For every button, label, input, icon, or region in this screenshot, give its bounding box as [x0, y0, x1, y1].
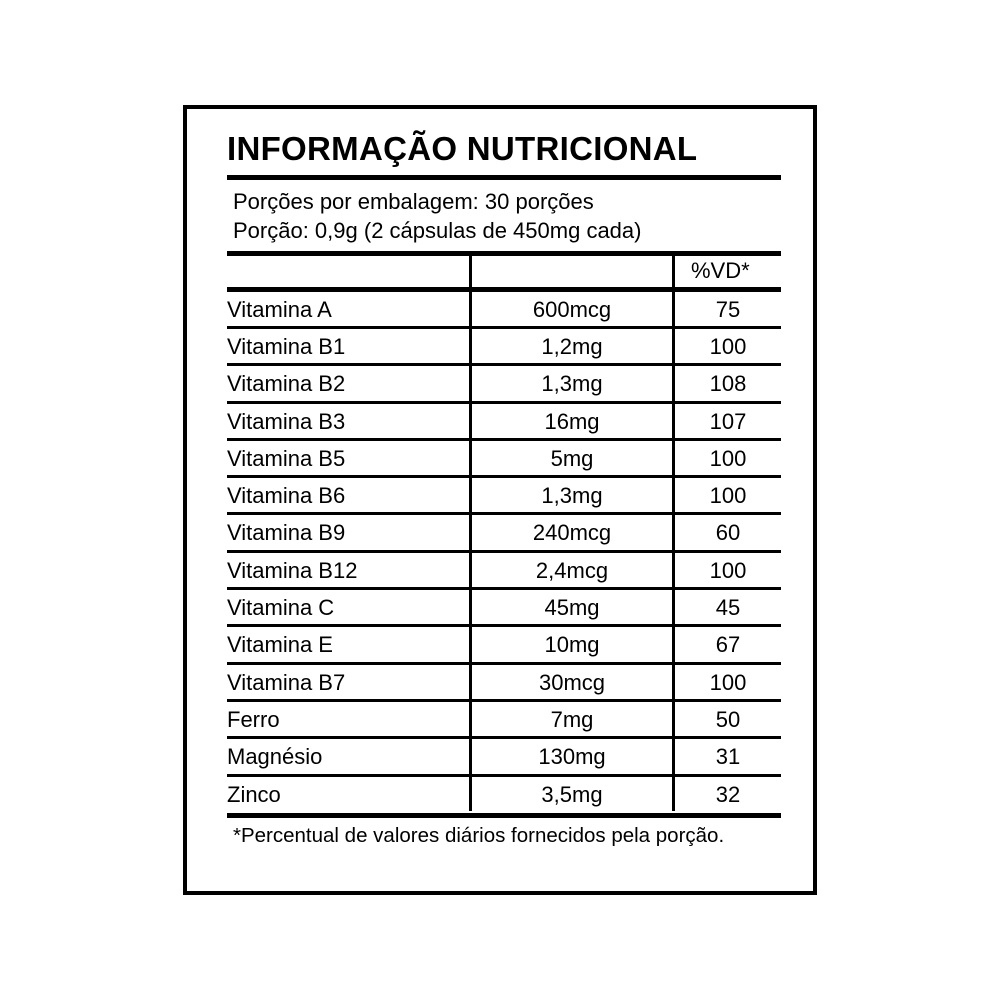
cell-nutrient: Vitamina B9: [227, 514, 471, 551]
table-row: [227, 477, 781, 514]
cell-daily-value: 100: [674, 327, 782, 364]
table-row: [227, 551, 781, 588]
cell-nutrient: Magnésio: [227, 738, 471, 775]
nutrition-label-content: [227, 131, 781, 848]
cell-amount: 16mg: [471, 402, 674, 439]
nutrition-table: [227, 256, 781, 810]
table-row: [227, 663, 781, 700]
cell-amount: 130mg: [471, 738, 674, 775]
cell-nutrient: Vitamina B2: [227, 365, 471, 402]
cell-nutrient: Zinco: [227, 775, 471, 811]
footnote: *Percentual de valores diários fornecidos pela porção.: [233, 823, 725, 847]
cell-amount: 1,3mg: [471, 477, 674, 514]
cell-nutrient: Vitamina E: [227, 626, 471, 663]
serving-size: Porção: 0,9g (2 cápsulas de 450mg cada): [233, 218, 642, 244]
serving-info: [227, 180, 781, 251]
table-header-row: [227, 256, 781, 289]
cell-daily-value: 100: [674, 439, 782, 476]
nutrition-label-panel: [183, 105, 817, 895]
cell-amount: 2,4mcg: [471, 551, 674, 588]
cell-daily-value: 100: [674, 663, 782, 700]
table-row: [227, 775, 781, 811]
cell-daily-value: 67: [674, 626, 782, 663]
cell-daily-value: 75: [674, 289, 782, 327]
cell-nutrient: Ferro: [227, 700, 471, 737]
table-row: [227, 700, 781, 737]
cell-amount: 3,5mg: [471, 775, 674, 811]
table-row: [227, 327, 781, 364]
cell-nutrient: Vitamina C: [227, 589, 471, 626]
cell-amount: 45mg: [471, 589, 674, 626]
cell-nutrient: Vitamina A: [227, 289, 471, 327]
column-header-amount: [471, 256, 674, 289]
table-row: [227, 514, 781, 551]
cell-daily-value: 107: [674, 402, 782, 439]
table-row: [227, 589, 781, 626]
table-row: [227, 289, 781, 327]
table-row: [227, 439, 781, 476]
cell-amount: 10mg: [471, 626, 674, 663]
cell-daily-value: 45: [674, 589, 782, 626]
cell-daily-value: 60: [674, 514, 782, 551]
cell-amount: 7mg: [471, 700, 674, 737]
cell-daily-value: 100: [674, 551, 782, 588]
cell-nutrient: Vitamina B7: [227, 663, 471, 700]
cell-amount: 600mcg: [471, 289, 674, 327]
cell-amount: 5mg: [471, 439, 674, 476]
column-header-nutrient: [227, 256, 471, 289]
cell-daily-value: 108: [674, 365, 782, 402]
cell-amount: 1,2mg: [471, 327, 674, 364]
cell-amount: 240mcg: [471, 514, 674, 551]
table-row: [227, 402, 781, 439]
cell-daily-value: 100: [674, 477, 782, 514]
cell-daily-value: 32: [715, 781, 741, 807]
cell-nutrient: Vitamina B5: [227, 439, 471, 476]
cell-daily-value: 50: [674, 700, 782, 737]
column-header-daily-value: %VD*: [674, 256, 782, 289]
table-row: [227, 365, 781, 402]
page-title: INFORMAÇÃO NUTRICIONAL: [227, 130, 698, 167]
servings-per-package: Porções por embalagem: 30 porções: [233, 189, 594, 215]
cell-amount: 1,3mg: [471, 365, 674, 402]
cell-nutrient: Vitamina B1: [227, 327, 471, 364]
table-row: [227, 738, 781, 775]
cell-nutrient: Vitamina B3: [227, 402, 471, 439]
table-row: [227, 626, 781, 663]
cell-daily-value: 31: [674, 738, 782, 775]
cell-nutrient: Vitamina B6: [227, 477, 471, 514]
cell-nutrient: Vitamina B12: [227, 551, 471, 588]
cell-amount: 30mcg: [471, 663, 674, 700]
